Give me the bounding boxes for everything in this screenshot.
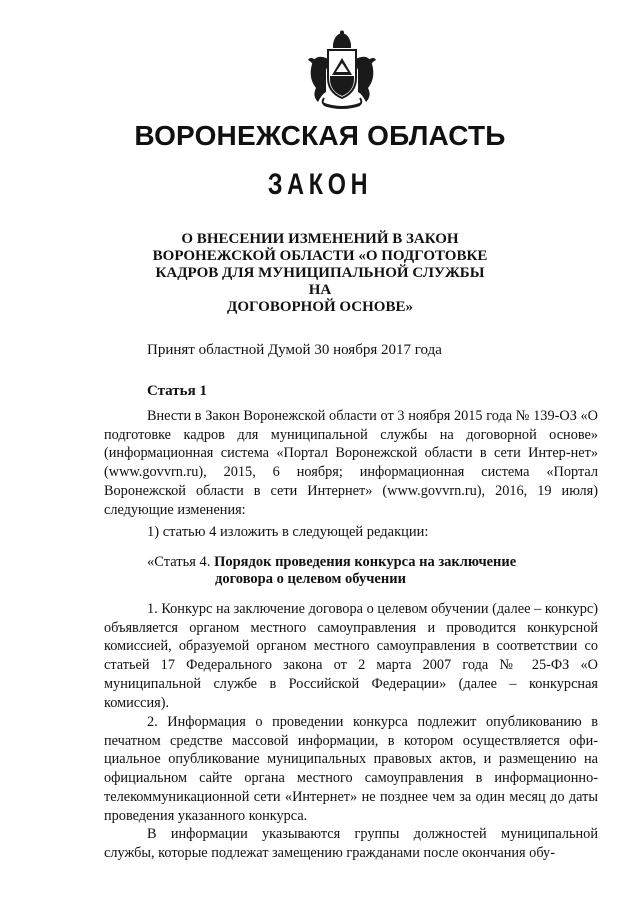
adoption-date: Принят областной Думой 30 ноября 2017 года bbox=[147, 342, 442, 358]
paragraph-3: В информации указываются группы должностей муниципальной службы, которые подлежат замещению гражданами после окончания обу- bbox=[104, 826, 598, 861]
law-title-line: О ВНЕСЕНИИ ИЗМЕНЕНИЙ В ЗАКОН bbox=[181, 231, 459, 247]
law-title-line: ДОГОВОРНОЙ ОСНОВЕ» bbox=[227, 299, 413, 315]
article-4-title-line1: Порядок проведения конкурса на заключение bbox=[214, 554, 517, 570]
article-4-title-line2: договора о целевом обучении bbox=[215, 571, 406, 587]
law-title-line: ВОРОНЕЖСКОЙ ОБЛАСТИ «О ПОДГОТОВКЕ bbox=[152, 248, 488, 264]
coat-of-arms-icon bbox=[302, 30, 382, 112]
article-1-heading: Статья 1 bbox=[147, 383, 207, 399]
law-title-line: КАДРОВ ДЛЯ МУНИЦИПАЛЬНОЙ СЛУЖБЫ НА bbox=[155, 265, 485, 298]
law-title bbox=[150, 231, 490, 316]
paragraph-2: 2. Информация о проведении конкурса подлежит опубликованию в печатном средстве массовой информации, в котором осуществляется офи-циальное опубликование муниципальных правовых актов, и размещению на официальном сайте органа местного самоуправления в информационно-телекоммуникационной сети «Интернет» не позднее чем за один месяц до даты проведения указанного конкурса. bbox=[104, 714, 598, 824]
paragraph-1: 1. Конкурс на заключение договора о целевом обучении (далее – конкурс) объявляется органом местного самоуправления и проводится конкурсной комиссией, образуемой органом местного самоуправления в соответствии со статьей 17 Федерального закона от 2 марта 2007 года № 25-ФЗ «О муниципальной службе в Российской Федерации» (далее – конкурсная комиссия). bbox=[104, 601, 598, 711]
article-4-prefix: «Статья 4. bbox=[147, 554, 211, 570]
amendment-item-1: 1) статью 4 изложить в следующей редакции: bbox=[147, 524, 429, 540]
document-type: ЗАКОН bbox=[267, 168, 373, 201]
article-4-heading bbox=[147, 553, 516, 571]
region-title: ВОРОНЕЖСКАЯ ОБЛАСТЬ bbox=[134, 120, 506, 151]
article-1-intro: Внести в Закон Воронежской области от 3 ноября 2015 года № 139-ОЗ «О подготовке кадров для муниципальной службы на договорной основе» (информационная система «Портал Воронежской области в сети Интер-нет» (www.govvrn.ru), 2015, 6 ноября; информационная система «Портал Воронежской области в сети Интернет» (www.govvrn.ru), 2016, 19 июля) следующие изменения: bbox=[104, 408, 598, 518]
